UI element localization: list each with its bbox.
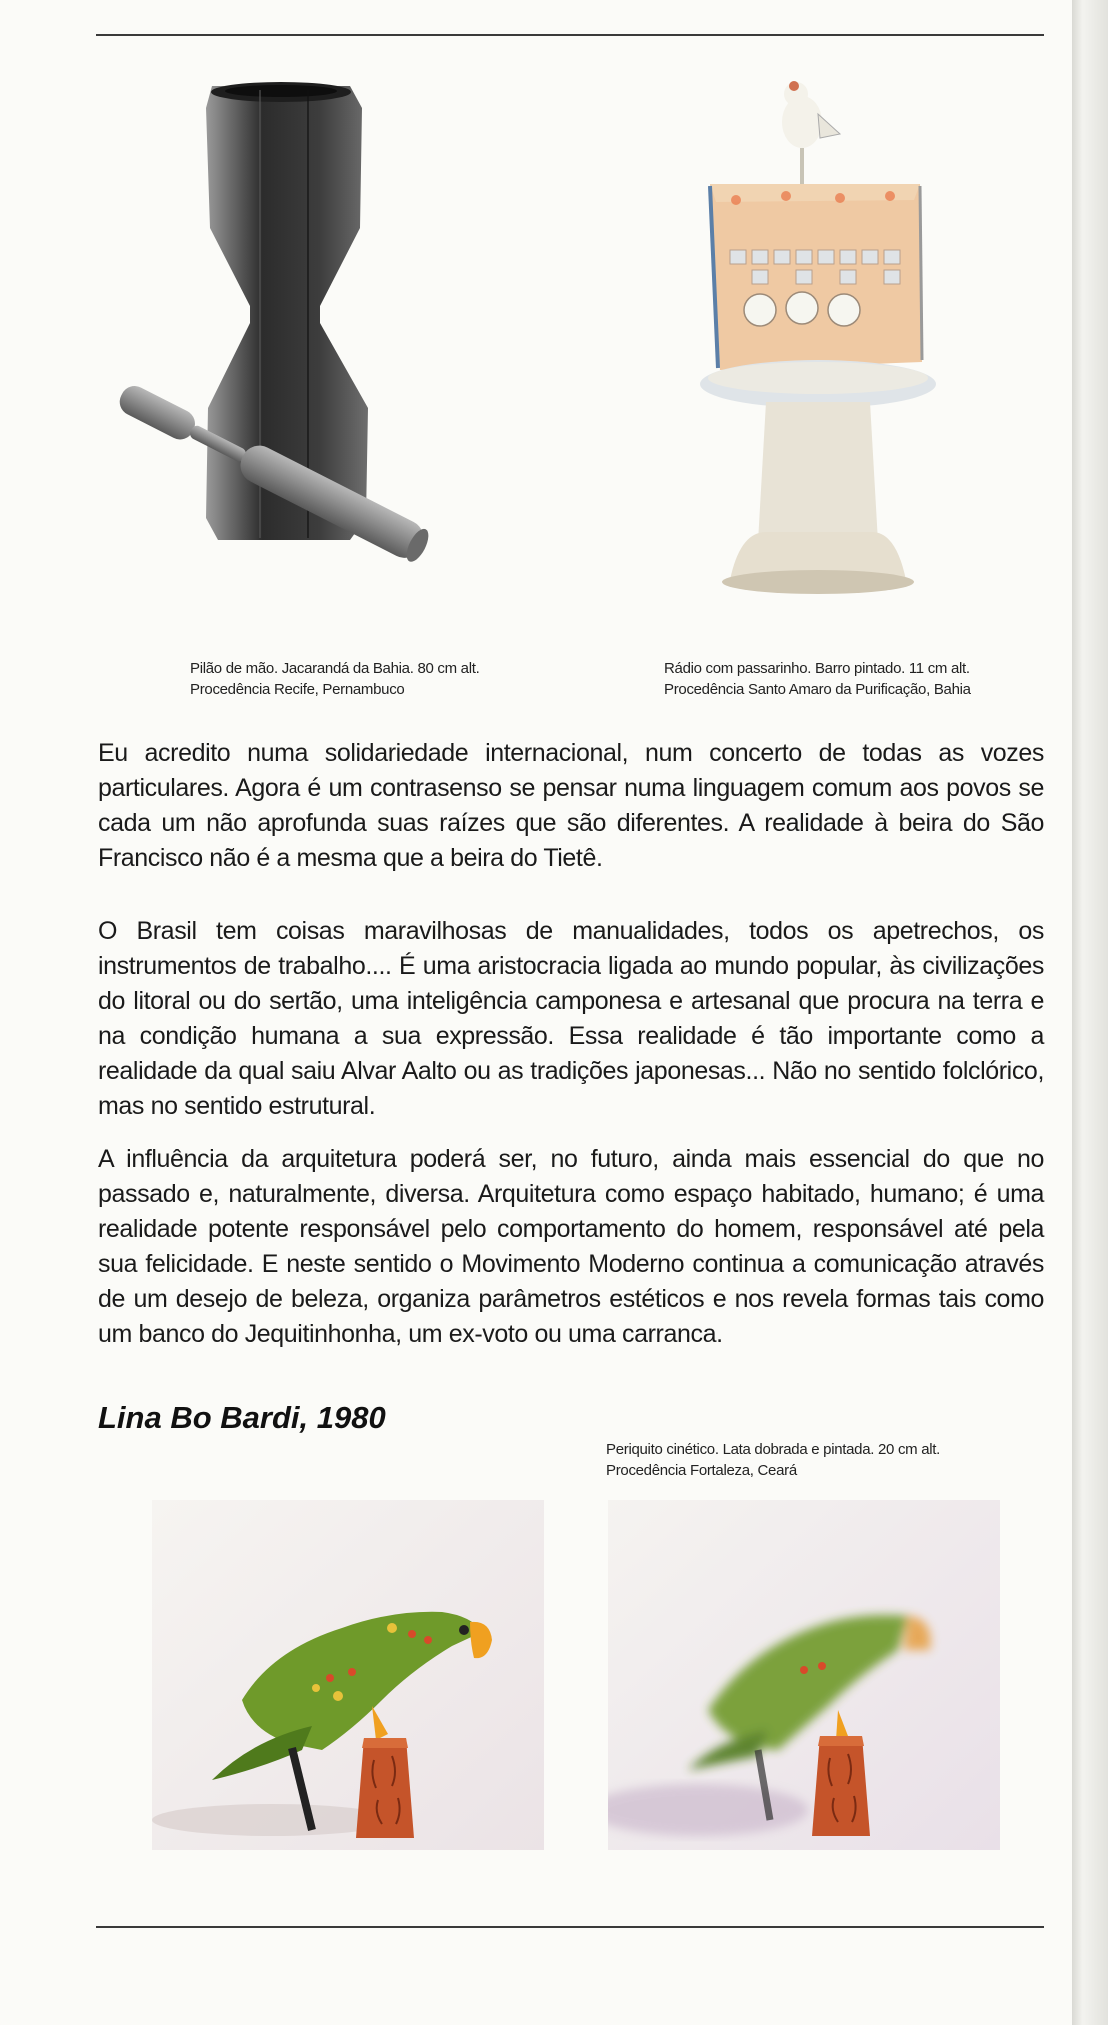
radio-photo: [690, 72, 948, 632]
pilao-photo: [110, 78, 430, 638]
periquito-caption-line1: Periquito cinético. Lata dobrada e pintada. 20 cm alt.: [606, 1441, 941, 1458]
paragraph-1: Eu acredito numa solidariedade internacional, num concerto de todas as vozes particulares. Agora é um contrasenso se pensar numa linguagem comum aos povos se cada um não aprofunda suas raízes que são diferentes. A realidade à beira do São Francisco não é a mesma que a beira do Tietê.: [98, 739, 1044, 872]
pilao-caption-line1: Pilão de mão. Jacarandá da Bahia. 80 cm alt.: [190, 660, 480, 677]
paragraph-3: A influência da arquitetura poderá ser, no futuro, ainda mais essencial do que no passado e, naturalmente, diversa. Arquitetura como espaço habitado, humano; é uma realidade potente responsável pelo comportamento do homem, responsável até pela sua felicidade. E neste sentido o Movimento Moderno continua a comunicação através de um desejo de beleza, organiza parâmetros estéticos e nos revela formas tais como um banco do Jequitinhonha, um ex-voto ou uma carranca.: [98, 1145, 1044, 1348]
paragraph-2: O Brasil tem coisas maravilhosas de manualidades, todos os apetrechos, os instrumentos de trabalho.... É uma aristocracia ligada ao mundo popular, às civilizações do litoral ou do sertão, uma inteligência camponesa e artesanal que procura na terra e na condição humana a sua expressão. Essa realidade é tão importante como a realidade da qual saiu Alvar Aalto ou as tradições japonesas... Não no sentido folclórico, mas no sentido estrutural.: [98, 917, 1044, 1120]
periquito-caption-line2: Procedência Fortaleza, Ceará: [606, 1462, 797, 1479]
page-edge: [1072, 0, 1108, 2025]
pilao-caption-line2: Procedência Recife, Pernambuco: [190, 681, 405, 698]
bottom-rule: [96, 1926, 1044, 1928]
radio-caption: [664, 658, 971, 700]
periquito-caption: [606, 1439, 940, 1481]
signature: Lina Bo Bardi, 1980: [98, 1400, 386, 1435]
radio-caption-line1: Rádio com passarinho. Barro pintado. 11 cm alt.: [664, 660, 970, 677]
periquito-photo-kinetic: [608, 1500, 1000, 1850]
radio-caption-line2: Procedência Santo Amaro da Purificação, Bahia: [664, 681, 971, 698]
top-rule: [96, 34, 1044, 36]
pilao-caption: [190, 658, 479, 700]
periquito-photo-static: [152, 1500, 544, 1850]
